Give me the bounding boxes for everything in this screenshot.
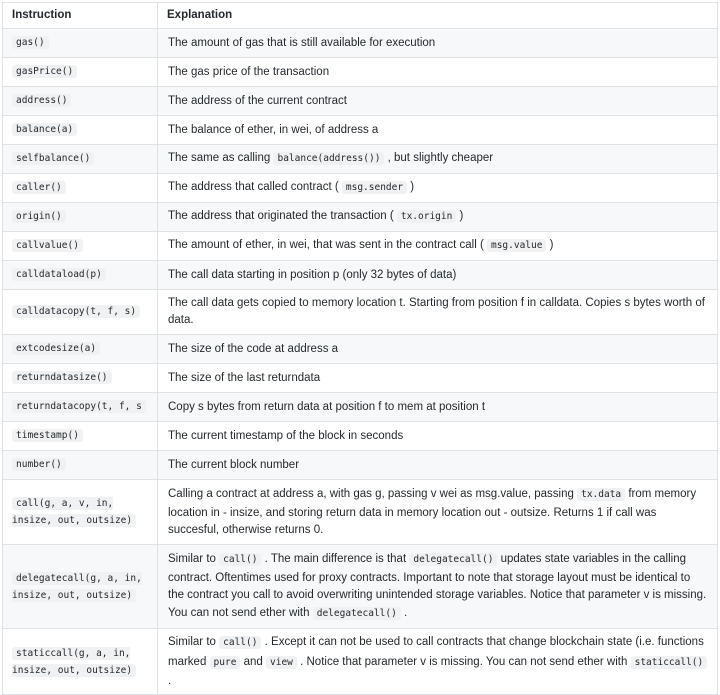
inline-code: msg.sender xyxy=(342,181,407,194)
instruction-cell xyxy=(3,58,158,87)
instruction-code: gasPrice() xyxy=(12,65,77,78)
instruction-code: balance(a) xyxy=(12,123,77,136)
instruction-cell xyxy=(3,364,158,393)
explanation-cell xyxy=(158,545,718,629)
explanation-text: , but slightly cheaper xyxy=(384,152,494,164)
instruction-cell xyxy=(3,480,158,545)
explanation-cell xyxy=(158,290,718,335)
explanation-cell xyxy=(158,232,718,261)
explanation-cell xyxy=(158,422,718,451)
explanation-cell xyxy=(158,203,718,232)
instruction-code: delegatecall(g, a, in, insize, out, outsize) xyxy=(12,572,142,601)
inline-code: pure xyxy=(210,656,241,669)
explanation-text: The current block number xyxy=(168,458,300,471)
instruction-code: address() xyxy=(12,94,71,107)
instruction-code: timestamp() xyxy=(12,429,83,442)
explanation-text: The balance of ether, in wei, of address a xyxy=(168,123,379,136)
table-row xyxy=(3,174,718,203)
instruction-cell xyxy=(3,261,158,290)
table-row xyxy=(3,232,718,261)
explanation-text: The size of the last returndata xyxy=(168,371,321,384)
instruction-code: callvalue() xyxy=(12,239,83,252)
instruction-cell xyxy=(3,335,158,364)
inline-code: delegatecall() xyxy=(313,607,401,620)
explanation-text: ) xyxy=(456,210,464,222)
explanation-text: from memory location in - insize, and storing return data in memory location out - outsize. Returns 1 if call was succesful, otherwise returns 0. xyxy=(168,488,697,536)
instruction-cell xyxy=(3,203,158,232)
explanation-text: The call data gets copied to memory location t. Starting from position f in calldata. Copies s bytes worth of data. xyxy=(168,297,705,326)
table-row xyxy=(3,335,718,364)
instruction-cell xyxy=(3,29,158,58)
explanation-cell xyxy=(158,29,718,58)
instruction-code: number() xyxy=(12,458,66,471)
inline-code: view xyxy=(266,656,297,669)
table-row xyxy=(3,203,718,232)
explanation-cell xyxy=(158,116,718,145)
explanation-text: . xyxy=(400,606,408,619)
instruction-code: gas() xyxy=(12,36,49,49)
explanation-cell xyxy=(158,261,718,290)
inline-code: tx.origin xyxy=(397,210,456,223)
inline-code: staticcall() xyxy=(631,656,708,669)
explanation-text: The call data starting in position p (only 32 bytes of data) xyxy=(168,268,457,281)
instruction-cell xyxy=(3,545,158,629)
explanation-text: ) xyxy=(407,181,415,193)
instruction-cell xyxy=(3,393,158,422)
instruction-cell xyxy=(3,232,158,261)
inline-code: delegatecall() xyxy=(409,553,497,566)
instruction-code: call(g, a, v, in, insize, out, outsize) xyxy=(12,497,136,527)
table-row xyxy=(3,545,718,629)
explanation-cell xyxy=(158,145,718,174)
table-row xyxy=(3,364,718,393)
table-row xyxy=(3,422,718,451)
explanation-cell xyxy=(158,480,718,545)
inline-code: balance(address()) xyxy=(273,152,384,165)
explanation-cell xyxy=(158,393,718,422)
instruction-column-header: Instruction xyxy=(3,3,158,29)
explanation-text: ) xyxy=(546,239,554,251)
table-row xyxy=(3,451,718,480)
instruction-cell xyxy=(3,145,158,174)
instruction-cell xyxy=(3,451,158,480)
instruction-cell xyxy=(3,87,158,116)
explanation-cell xyxy=(158,629,718,695)
explanation-text: The address of the current contract xyxy=(168,94,347,107)
explanation-text: The address that called contract ( xyxy=(168,181,342,193)
explanation-cell xyxy=(158,58,718,87)
table-header-row xyxy=(3,3,718,29)
explanation-text: . Notice that parameter v is missing. You can not send ether with xyxy=(296,656,631,668)
table-row xyxy=(3,87,718,116)
explanation-cell xyxy=(158,364,718,393)
inline-code: msg.value xyxy=(487,239,546,252)
explanation-cell xyxy=(158,451,718,480)
explanation-text: The address that originated the transaction ( xyxy=(168,210,397,222)
explanation-text: Calling a contract at address a, with gas g, passing v wei as msg.value, passing xyxy=(168,488,578,500)
table-body xyxy=(3,29,718,695)
explanation-column-header: Explanation xyxy=(158,3,718,29)
explanation-cell xyxy=(158,335,718,364)
explanation-text: The amount of gas that is still available for execution xyxy=(168,36,436,49)
table-row xyxy=(3,29,718,58)
explanation-text: Similar to xyxy=(168,636,220,648)
explanation-cell xyxy=(158,174,718,203)
explanation-text: updates state variables in the calling contract. Oftentimes used for proxy contracts. Important to note that storage layout must be identical to the contract you call to avoid overwriting unintended storage variables. Notice that parameter v is missing. You can not send ether with xyxy=(168,552,707,619)
explanation-text: The current timestamp of the block in seconds xyxy=(168,429,404,442)
instruction-table xyxy=(2,2,718,695)
instruction-cell xyxy=(3,629,158,695)
table-row xyxy=(3,145,718,174)
explanation-text: . xyxy=(168,675,172,687)
table-row xyxy=(3,261,718,290)
explanation-text: The size of the code at address a xyxy=(168,342,339,355)
explanation-text: The amount of ether, in wei, that was sent in the contract call ( xyxy=(168,239,487,251)
inline-code: tx.data xyxy=(577,488,625,501)
instruction-cell xyxy=(3,422,158,451)
instruction-code: calldataload(p) xyxy=(12,268,106,281)
instruction-code: selfbalance() xyxy=(12,152,94,165)
table-row xyxy=(3,629,718,695)
table-row xyxy=(3,393,718,422)
table-row xyxy=(3,58,718,87)
inline-code: call() xyxy=(219,553,261,566)
explanation-text: . Except it can not be used to call contracts that change blockchain state (i.e. functions marked xyxy=(168,636,704,668)
table-row xyxy=(3,116,718,145)
instruction-code: extcodesize(a) xyxy=(12,342,100,355)
instruction-code: origin() xyxy=(12,210,66,223)
instruction-code: calldatacopy(t, f, s) xyxy=(12,305,140,318)
table-row xyxy=(3,480,718,545)
explanation-text: Similar to xyxy=(168,552,220,565)
explanation-text: . The main difference is that xyxy=(261,552,410,565)
instruction-code: returndatacopy(t, f, s xyxy=(12,400,146,413)
instruction-code: staticcall(g, a, in, insize, out, outsize) xyxy=(12,647,136,677)
instruction-cell xyxy=(3,174,158,203)
instruction-cell xyxy=(3,290,158,335)
explanation-text: Copy s bytes from return data at position f to mem at position t xyxy=(168,400,486,413)
inline-code: call() xyxy=(219,636,261,649)
explanation-text: The same as calling xyxy=(168,152,274,164)
explanation-text: and xyxy=(240,656,267,668)
instruction-code: returndatasize() xyxy=(12,371,112,384)
instruction-code: caller() xyxy=(12,181,66,194)
explanation-cell xyxy=(158,87,718,116)
instruction-cell xyxy=(3,116,158,145)
explanation-text: The gas price of the transaction xyxy=(168,65,330,78)
table-row xyxy=(3,290,718,335)
